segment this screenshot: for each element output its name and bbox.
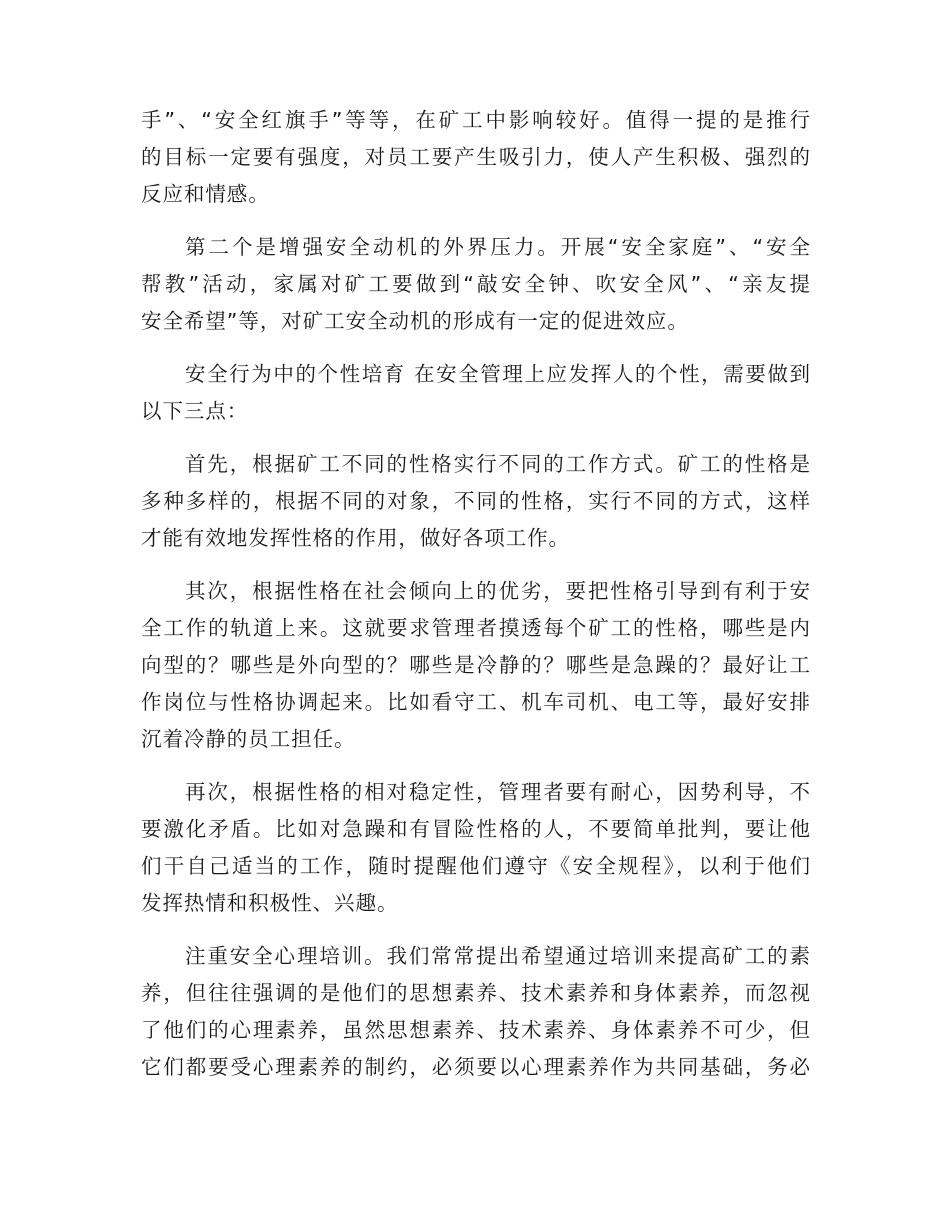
text-line: 们干自己适当的工作，随时提醒他们遵守《安全规程》，以利于他们: [141, 854, 811, 878]
text-line: 再次，根据性格的相对稳定性，管理者要有耐心，因势利导，不: [185, 780, 811, 804]
paragraph-2: [141, 229, 811, 340]
text-line: 反应和情感。: [141, 182, 270, 206]
text-line: 作岗位与性格协调起来。比如看守工、机车司机、电工等，最好安排: [141, 690, 811, 714]
text-line: 了他们的心理素养，虽然思想素养、技术素养、身体素养不可少，但: [141, 1018, 811, 1042]
text-line: 沉着冷静的员工担任。: [141, 727, 356, 751]
text-line: 安全希望”等，对矿工安全动机的形成有一定的促进效应。: [141, 309, 689, 333]
text-line: 向型的？哪些是外向型的？哪些是冷静的？哪些是急躁的？最好让工: [141, 653, 811, 677]
text-line: 手”、“安全红旗手”等等，在矿工中影响较好。值得一提的是推行: [141, 108, 811, 132]
text-line: 安全行为中的个性培育 在安全管理上应发挥人的个性，需要做到: [185, 362, 811, 386]
text-line: 发挥热情和积极性、兴趣。: [141, 891, 399, 915]
text-line: 全工作的轨道上来。这就要求管理者摸透每个矿工的性格，哪些是内: [141, 616, 811, 640]
paragraph-7: [141, 938, 811, 1086]
text-line: 首先，根据矿工不同的性格实行不同的工作方式。矿工的性格是: [185, 452, 811, 476]
text-line: 帮教”活动，家属对矿工要做到“敲安全钟、吹安全风”、“亲友提: [141, 272, 811, 296]
text-line: 多种多样的，根据不同的对象，不同的性格，实行不同的方式，这样: [141, 489, 811, 513]
paragraph-6: [141, 774, 811, 922]
text-line: 要激化矛盾。比如对急躁和有冒险性格的人，不要简单批判，要让他: [141, 817, 811, 841]
text-line: 第二个是增强安全动机的外界压力。开展“安全家庭”、“安全: [185, 235, 811, 259]
text-line: 的目标一定要有强度，对员工要产生吸引力，使人产生积极、强烈的: [141, 145, 811, 169]
text-line: 以下三点：: [141, 399, 249, 423]
paragraph-1: [141, 102, 811, 213]
paragraph-5: [141, 573, 811, 758]
text-line: 才能有效地发挥性格的作用，做好各项工作。: [141, 526, 570, 550]
text-line: 养，但往往强调的是他们的思想素养、技术素养和身体素养，而忽视: [141, 981, 811, 1005]
paragraph-4: [141, 446, 811, 557]
text-line: 它们都要受心理素养的制约，必须要以心理素养作为共同基础，务必: [141, 1055, 811, 1079]
document-body: [141, 102, 811, 1102]
text-line: 其次，根据性格在社会倾向上的优劣，要把性格引导到有利于安: [185, 579, 811, 603]
paragraph-3: [141, 356, 811, 430]
text-line: 注重安全心理培训。我们常常提出希望通过培训来提高矿工的素: [185, 944, 811, 968]
